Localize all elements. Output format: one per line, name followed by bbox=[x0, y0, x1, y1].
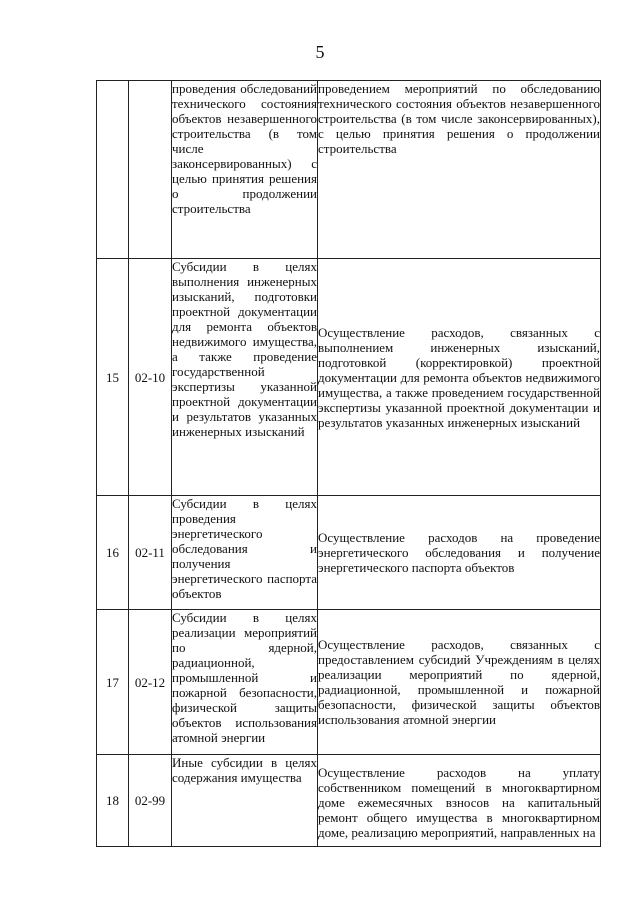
row-number: 18 bbox=[97, 755, 129, 847]
row-number: 17 bbox=[97, 610, 129, 755]
row-code: 02-10 bbox=[129, 259, 172, 496]
row-description: Осуществление расходов на уплату собственником помещений в многоквартирном доме ежемесячных взносов на капитальный ремонт общего имущества в многоквартирном доме, реализацию мероприятий, направленных на bbox=[318, 755, 601, 847]
row-code: 02-99 bbox=[129, 755, 172, 847]
row-name: Субсидии в целях проведения энергетического обследования и получения энергетического паспорта объектов bbox=[172, 496, 318, 610]
page-number: 5 bbox=[315, 42, 325, 62]
row-name: Иные субсидии в целях содержания имущества bbox=[172, 755, 318, 847]
row-description: Осуществление расходов, связанных с предоставлением субсидий Учреждениям в целях реализации мероприятий по ядерной, радиационной, промышленной и пожарной безопасности, физической защиты объектов использования атомной энергии bbox=[318, 610, 601, 755]
row-description: Осуществление расходов, связанных с выполнением инженерных изысканий, подготовкой (корректировкой) проектной документации для ремонта объектов недвижимого имущества, а также проведением государственной экспертизы указанной проектной документации и результатов указанных инженерных изысканий bbox=[318, 259, 601, 496]
row-code bbox=[129, 81, 172, 259]
row-description: проведением мероприятий по обследованию технического состояния объектов незавершенного строительства (в том числе законсервированных), с целью принятия решения о продолжении строительства bbox=[318, 81, 601, 259]
row-name: Субсидии в целях реализации мероприятий по ядерной, радиационной, промышленной и пожарной безопасности, физической защиты объектов использования атомной энергии bbox=[172, 610, 318, 755]
table-row bbox=[97, 81, 601, 259]
document-table bbox=[96, 80, 601, 847]
table-row bbox=[97, 259, 601, 496]
table-row bbox=[97, 755, 601, 847]
row-description: Осуществление расходов на проведение энергетического обследования и получение энергетического паспорта объектов bbox=[318, 496, 601, 610]
row-code: 02-11 bbox=[129, 496, 172, 610]
row-name: Субсидии в целях выполнения инженерных изысканий, подготовки проектной документации для ремонта объектов недвижимого имущества, а также проведение государственной экспертизы указанной проектной документации и результатов указанных инженерных изысканий bbox=[172, 259, 318, 496]
row-number: 15 bbox=[97, 259, 129, 496]
table-row bbox=[97, 610, 601, 755]
row-number: 16 bbox=[97, 496, 129, 610]
table-row bbox=[97, 496, 601, 610]
row-code: 02-12 bbox=[129, 610, 172, 755]
row-name: проведения обследований технического состояния объектов незавершенного строительства (в том числе законсервированных) с целью принятия решения о продолжении строительства bbox=[172, 81, 318, 259]
row-number bbox=[97, 81, 129, 259]
